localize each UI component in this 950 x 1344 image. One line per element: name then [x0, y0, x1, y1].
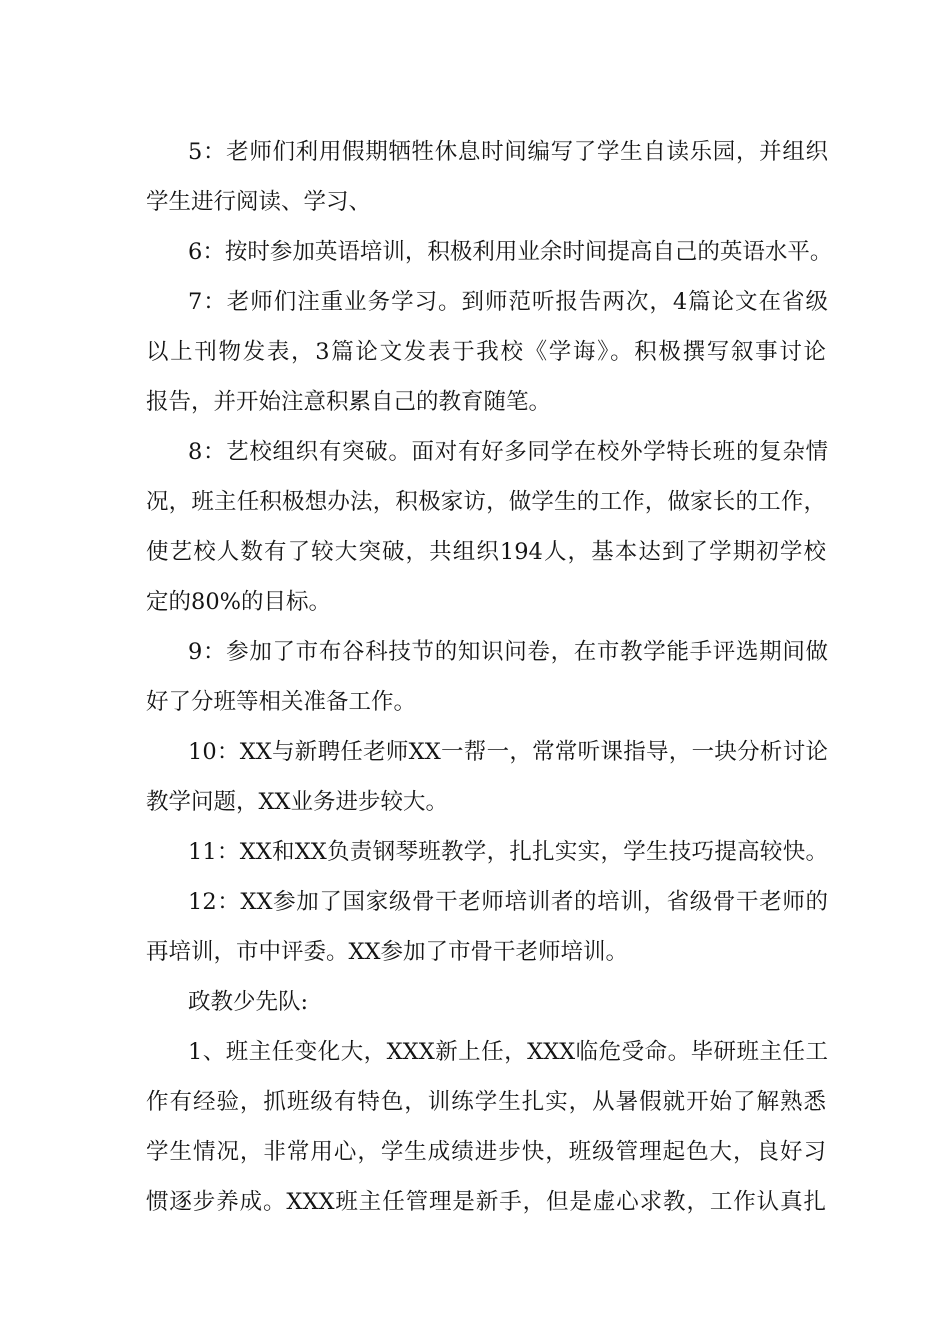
text-line: 好了分班等相关准备工作。: [146, 689, 417, 715]
text-line: 1、班主任变化大，XXX新上任，XXX临危受命。毕研班主任工: [188, 1039, 828, 1065]
text-line: 6：按时参加英语培训，积极利用业余时间提高自己的英语水平。: [188, 239, 833, 265]
text-line: 教学问题，XX业务进步较大。: [146, 789, 449, 815]
text-line: 惯逐步养成。XXX班主任管理是新手，但是虚心求教，工作认真扎: [146, 1189, 826, 1215]
text-line: 5：老师们利用假期牺牲休息时间编写了学生自读乐园，并组织: [188, 139, 828, 165]
text-line: 再培训，市中评委。XX参加了市骨干老师培训。: [146, 939, 629, 965]
text-line: 12：XX参加了国家级骨干老师培训者的培训，省级骨干老师的: [188, 889, 828, 915]
text-line: 7：老师们注重业务学习。到师范听报告两次，4篇论文在省级: [188, 289, 828, 315]
text-line: 作有经验，抓班级有特色，训练学生扎实，从暑假就开始了解熟悉: [146, 1089, 826, 1115]
text-line: 学生进行阅读、学习、: [146, 189, 372, 215]
text-line: 10：XX与新聘任老师XX一帮一，常常听课指导，一块分析讨论: [188, 739, 828, 765]
text-line: 9：参加了市布谷科技节的知识问卷，在市教学能手评选期间做: [188, 639, 828, 665]
text-line: 以上刊物发表，3篇论文发表于我校《学诲》。积极撰写叙事讨论: [146, 339, 826, 365]
text-line: 11：XX和XX负责钢琴班教学，扎扎实实，学生技巧提高较快。: [188, 839, 828, 865]
text-line: 报告，并开始注意积累自己的教育随笔。: [146, 389, 552, 415]
text-line: 使艺校人数有了较大突破，共组织194人，基本达到了学期初学校: [146, 539, 826, 565]
text-line: 定的80%的目标。: [146, 589, 332, 615]
text-line: 8：艺校组织有突破。面对有好多同学在校外学特长班的复杂情: [188, 439, 828, 465]
text-line: 况，班主任积极想办法，积极家访，做学生的工作，做家长的工作，: [146, 489, 826, 515]
text-line: 学生情况，非常用心，学生成绩进步快，班级管理起色大，良好习: [146, 1139, 826, 1165]
section-heading: 政教少先队:: [188, 989, 309, 1015]
